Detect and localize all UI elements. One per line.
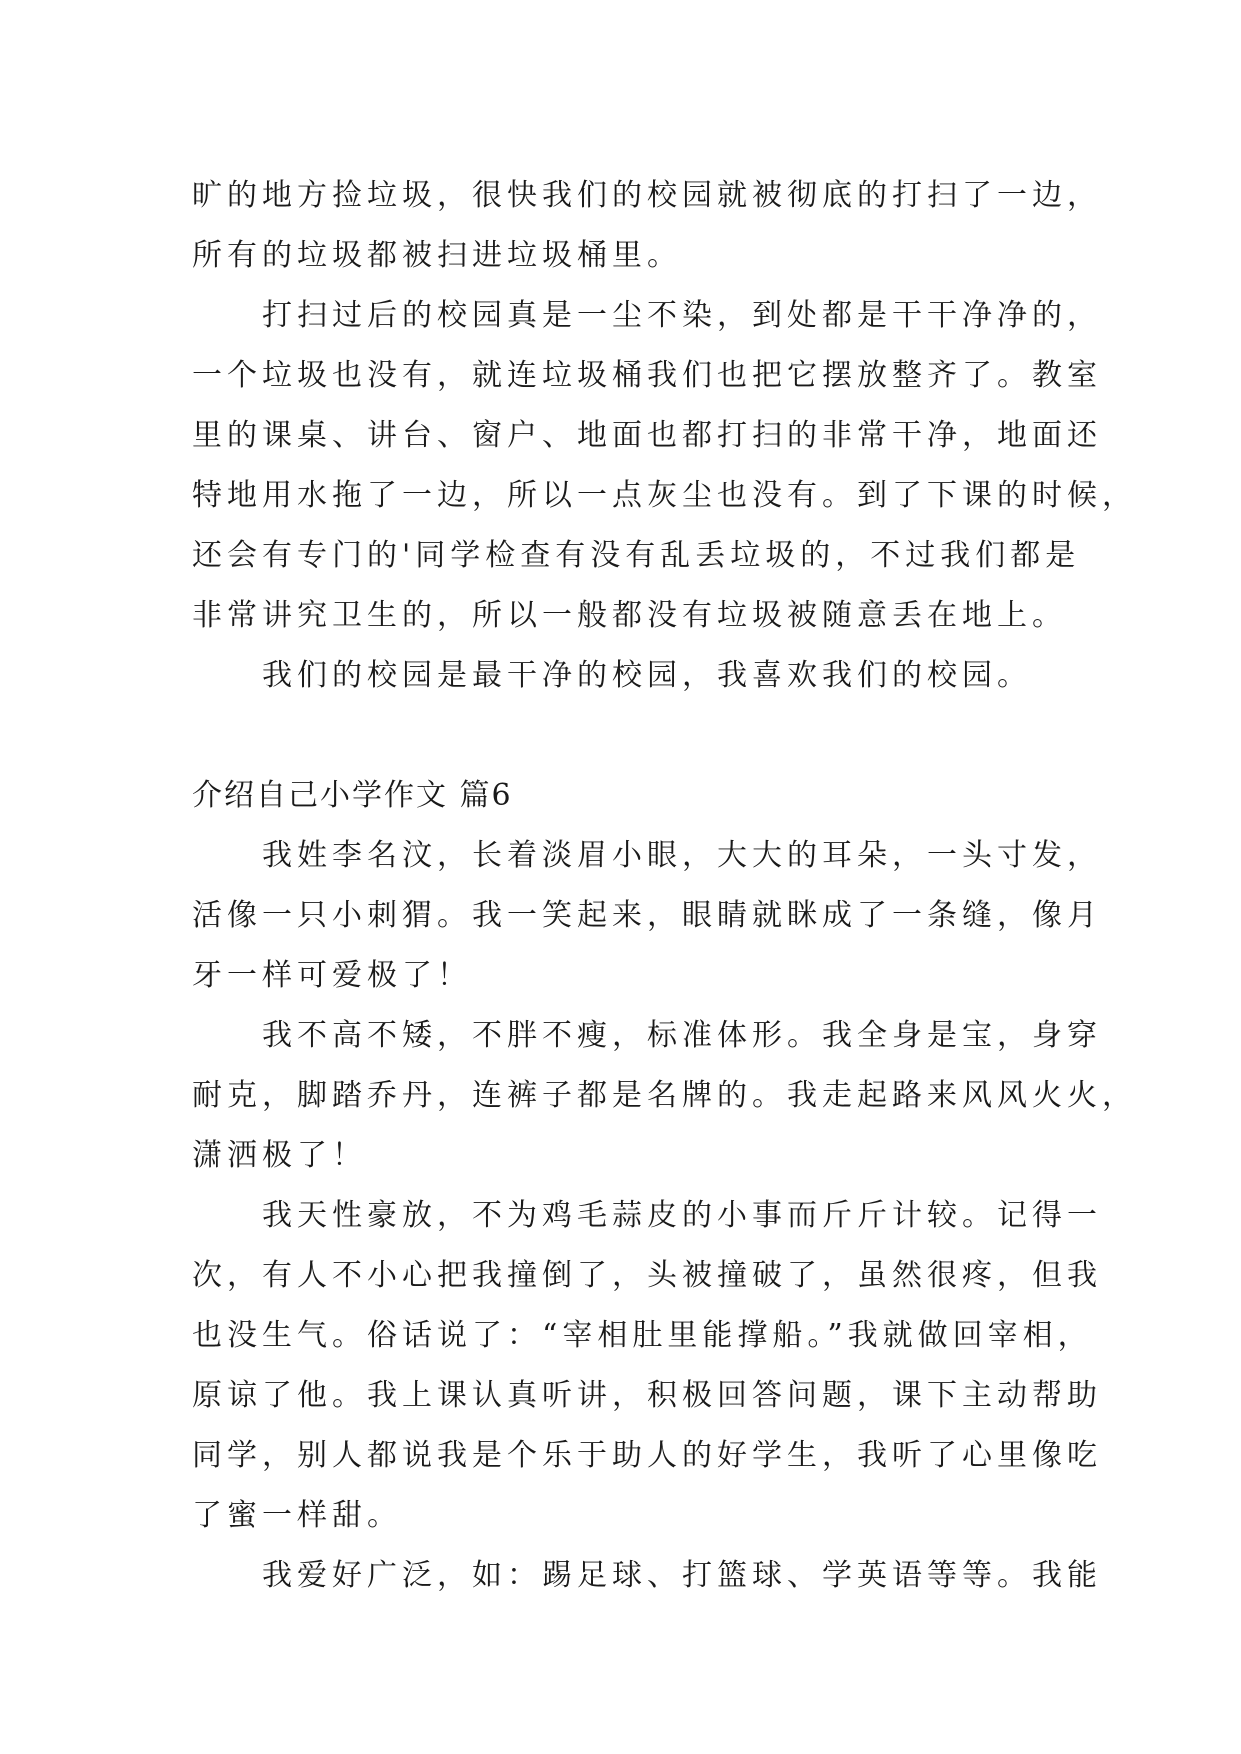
section-heading: 介绍自己小学作文 篇6 bbox=[192, 778, 513, 813]
text-line: 我姓李名汶，长着淡眉小眼，大大的耳朵，一头寸发， bbox=[192, 838, 1102, 873]
text-line: 打扫过后的校园真是一尘不染，到处都是干干净净的， bbox=[192, 298, 1102, 333]
text-line: 一个垃圾也没有，就连垃圾桶我们也把它摆放整齐了。教室 bbox=[192, 358, 1102, 393]
text-line: 我天性豪放，不为鸡毛蒜皮的小事而斤斤计较。记得一 bbox=[192, 1198, 1102, 1233]
text-line: 旷的地方捡垃圾，很快我们的校园就被彻底的打扫了一边， bbox=[192, 178, 1102, 213]
essay-section-1 bbox=[192, 166, 1137, 706]
text-line: 了蜜一样甜。 bbox=[192, 1498, 402, 1533]
text-line: 所有的垃圾都被扫进垃圾桶里。 bbox=[192, 238, 682, 273]
text-line: 里的课桌、讲台、窗户、地面也都打扫的非常干净，地面还 bbox=[192, 418, 1102, 453]
text-line: 我不高不矮，不胖不瘦，标准体形。我全身是宝，身穿 bbox=[192, 1018, 1102, 1053]
text-line: 次，有人不小心把我撞倒了，头被撞破了，虽然很疼，但我 bbox=[192, 1258, 1102, 1293]
text-line: 特地用水拖了一边，所以一点灰尘也没有。到了下课的时候， bbox=[192, 478, 1137, 513]
text-line: 还会有专门的'同学检查有没有乱丢垃圾的，不过我们都是 bbox=[192, 538, 1081, 573]
text-line: 也没生气。俗话说了：“宰相肚里能撑船。”我就做回宰相， bbox=[192, 1318, 1093, 1353]
text-line: 原谅了他。我上课认真听讲，积极回答问题，课下主动帮助 bbox=[192, 1378, 1102, 1413]
essay-section-2 bbox=[192, 766, 1137, 1606]
text-line: 非常讲究卫生的，所以一般都没有垃圾被随意丢在地上。 bbox=[192, 598, 1067, 633]
text-line: 耐克，脚踏乔丹，连裤子都是名牌的。我走起路来风风火火， bbox=[192, 1078, 1137, 1113]
text-line: 潇洒极了！ bbox=[192, 1138, 367, 1173]
text-line: 我爱好广泛，如：踢足球、打篮球、学英语等等。我能 bbox=[192, 1558, 1102, 1593]
text-line: 同学，别人都说我是个乐于助人的好学生，我听了心里像吃 bbox=[192, 1438, 1102, 1473]
document-body bbox=[192, 166, 1137, 1606]
text-line: 牙一样可爱极了！ bbox=[192, 958, 472, 993]
text-line: 活像一只小刺猬。我一笑起来，眼睛就眯成了一条缝，像月 bbox=[192, 898, 1102, 933]
section-spacer bbox=[192, 706, 1072, 766]
text-line: 我们的校园是最干净的校园，我喜欢我们的校园。 bbox=[192, 658, 1032, 693]
